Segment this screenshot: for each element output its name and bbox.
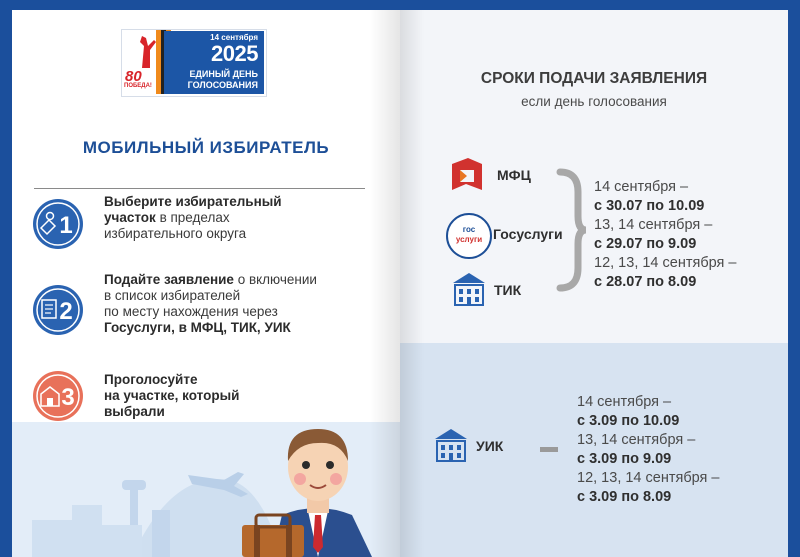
step-3-text: Проголосуйте на участке, который выбрали <box>104 372 240 419</box>
step-1-text: Выберите избирательный участок в пределах избирательного округа <box>104 194 282 241</box>
logo-year: 2025 <box>211 41 258 66</box>
deadline-day: 12, 13, 14 сентября – <box>594 255 737 271</box>
deadlines-uik <box>577 393 720 507</box>
curly-brace <box>552 168 588 292</box>
deadline-range: с 28.07 по 8.09 <box>594 274 697 290</box>
victory-80: 80 <box>125 68 142 85</box>
svg-text:3: 3 <box>61 384 75 411</box>
tik-building-icon <box>452 272 486 308</box>
deadline-day: 14 сентября – <box>594 179 689 195</box>
mfc-logo-icon <box>450 156 484 192</box>
svg-text:1: 1 <box>59 212 73 239</box>
deadline-day: 12, 13, 14 сентября – <box>577 470 720 486</box>
divider <box>34 188 365 189</box>
page-title: МОБИЛЬНЫЙ ИЗБИРАТЕЛЬ <box>82 138 330 157</box>
source-uik: УИК <box>476 438 504 454</box>
deadline-range: с 30.07 по 10.09 <box>594 198 705 214</box>
gosuslugi-logo-icon: гос услуги <box>446 213 492 259</box>
deadline-day: 13, 14 сентября – <box>577 432 696 448</box>
deadline-range: с 3.09 по 10.09 <box>577 413 680 429</box>
logo-date: 14 сентября <box>210 33 258 42</box>
deadlines-subtitle: если день голосования <box>521 94 667 109</box>
election-logo <box>121 29 267 97</box>
suitcase-icon <box>242 525 304 557</box>
deadline-range: с 29.07 по 9.09 <box>594 236 697 252</box>
logo-line-2: ГОЛОСОВАНИЯ <box>187 80 258 90</box>
source-mfc: МФЦ <box>497 167 531 183</box>
logo-line-1: ЕДИНЫЙ ДЕНЬ <box>189 69 258 79</box>
victory-word: ПОБЕДА! <box>124 83 152 89</box>
svg-text:2: 2 <box>59 298 73 325</box>
deadlines-general <box>594 178 737 292</box>
deadlines-title: СРОКИ ПОДАЧИ ЗАЯВЛЕНИЯ <box>480 70 708 87</box>
dash-separator <box>540 447 558 452</box>
step-1-badge <box>32 198 84 250</box>
right-page <box>400 10 788 557</box>
step-3-badge <box>32 370 84 422</box>
source-tik: ТИК <box>494 282 522 298</box>
step-2-badge <box>32 284 84 336</box>
source-gosuslugi: Госуслуги <box>493 226 563 242</box>
deadline-range: с 3.09 по 9.09 <box>577 451 672 467</box>
deadline-day: 14 сентября – <box>577 394 672 410</box>
deadline-range: с 3.09 по 8.09 <box>577 489 672 505</box>
voter-character-illustration <box>222 415 392 557</box>
uik-building-icon <box>434 428 468 464</box>
step-2-text: Подайте заявление о включении в список избирателей по месту нахождения через Госуслуги, в МФЦ, ТИК, УИК <box>104 272 317 335</box>
deadline-day: 13, 14 сентября – <box>594 217 713 233</box>
left-page <box>12 10 400 557</box>
